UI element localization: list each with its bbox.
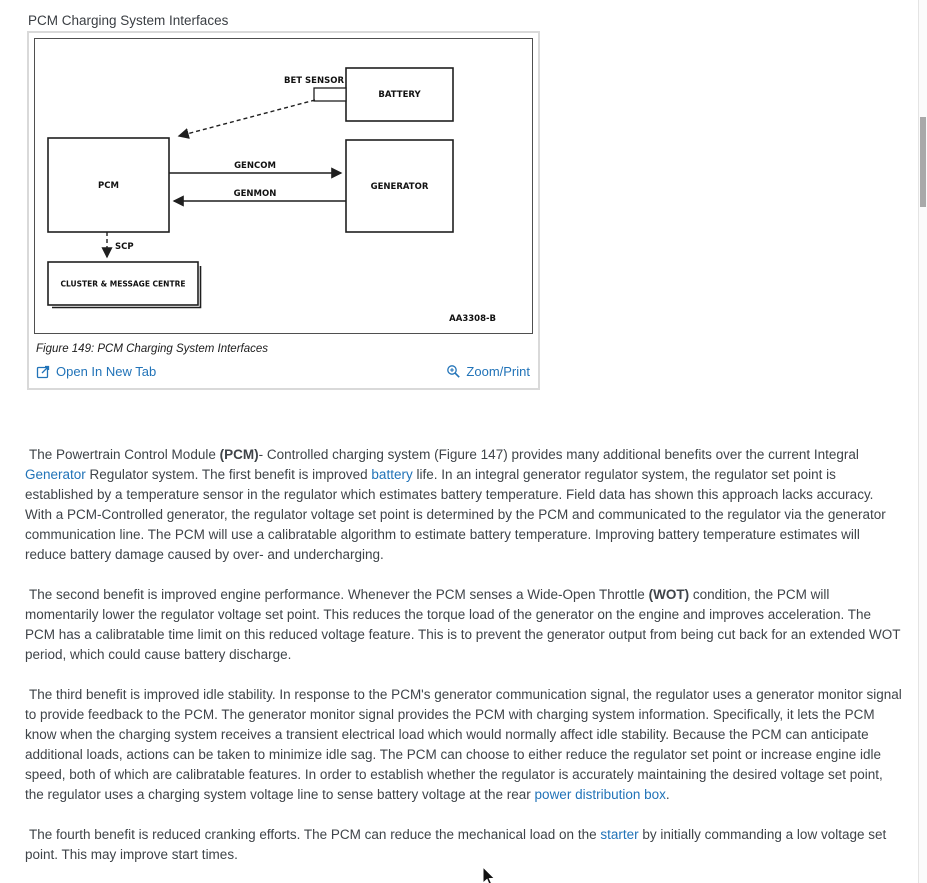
- cluster-label: CLUSTER & MESSAGE CENTRE: [60, 279, 186, 289]
- open-in-new-tab-label: Open In New Tab: [56, 364, 157, 379]
- gencom-label: GENCOM: [234, 161, 276, 171]
- pcm-label: PCM: [98, 181, 119, 191]
- text: The second benefit is improved engine performance. Whenever the PCM senses a Wide-Open Throttle: [29, 587, 649, 602]
- article: [25, 445, 904, 883]
- text: The fourth benefit is reduced cranking efforts. The PCM can reduce the mechanical load on the: [29, 827, 601, 842]
- diagram-ref-code: AA3308-B: [449, 314, 496, 324]
- bet-sensor-label: BET SENSOR: [284, 76, 344, 86]
- text: The Powertrain Control Module: [29, 447, 220, 462]
- paragraph: [25, 825, 904, 865]
- text: The third benefit is improved idle stability. In response to the PCM's generator communication signal, the regulator uses a generator monitor signal to provide feedback to the PCM. The generator monitor signal provides the PCM with charging system information. Specifically, it lets the PCM know when the charging system receives a transient electrical load which would normally affect idle stability. Because the PCM can anticipate additional loads, actions can be taken to minimize idle sag. The PCM can choose to either reduce the regulator set point or increase engine idle speed, both of which are calibratable features. In order to establish whether the regulator is accurately maintaining the desired voltage set point, the regulator uses a charging system voltage line to sense battery voltage at the rear: [25, 687, 902, 802]
- open-in-new-icon: [36, 364, 51, 379]
- zoom-print-label: Zoom/Print: [466, 364, 530, 379]
- scp-label: SCP: [115, 242, 134, 252]
- diagram-svg: [34, 38, 533, 334]
- scrollbar-thumb[interactable]: [920, 117, 926, 207]
- bold-text: (WOT): [648, 587, 690, 602]
- text: .: [665, 787, 670, 802]
- inline-link[interactable]: starter: [600, 827, 639, 842]
- paragraph: [25, 685, 904, 805]
- text: - Controlled charging system (Figure 147) provides many additional benefits over the current Integral: [258, 447, 859, 462]
- bet-sensor-box: [314, 88, 346, 101]
- charging-system-diagram: [34, 38, 533, 334]
- scrollbar-track[interactable]: [918, 0, 927, 883]
- paragraph: [25, 585, 904, 665]
- zoom-print-link[interactable]: [446, 364, 530, 379]
- figure-card: [27, 31, 540, 390]
- text: Regulator system. The first benefit is improved: [85, 467, 372, 482]
- inline-link[interactable]: Generator: [25, 467, 86, 482]
- figure-toolbar: [29, 357, 538, 388]
- text: life. In an integral generator regulator system, the regulator set point is established by a temperature sensor in the regulator which estimates battery temperature. Field data has shown this approach lacks accuracy. With a PCM-Controlled generator, the regulator voltage set point is determined by the PCM and communicated to the regulator via the generator communication line. The PCM will use a calibratable algorithm to estimate battery temperature. Improving battery temperature estimates will reduce battery damage caused by over- and undercharging.: [25, 467, 886, 562]
- genmon-label: GENMON: [233, 189, 277, 199]
- battery-label: BATTERY: [378, 90, 421, 100]
- bet-sensor-to-pcm-line: [179, 100, 315, 136]
- zoom-icon: [446, 364, 461, 379]
- open-in-new-tab-link[interactable]: [36, 364, 156, 379]
- bold-text: (PCM): [219, 447, 259, 462]
- page-title: PCM Charging System Interfaces: [28, 13, 229, 28]
- figure-caption: Figure 149: PCM Charging System Interfaces: [36, 343, 269, 355]
- text: condition, the PCM will momentarily lower the regulator voltage set point. This reduces the torque load of the generator on the engine and improves acceleration. The PCM has a calibratable time limit on this reduced voltage feature. This is to prevent the generator output from being cut back for an extended WOT period, which could cause battery discharge.: [25, 587, 901, 662]
- paragraph: [25, 445, 904, 565]
- text: by initially commanding a low voltage set point. This may improve start times.: [25, 827, 887, 862]
- generator-label: GENERATOR: [370, 182, 429, 192]
- inline-link[interactable]: battery: [371, 467, 413, 482]
- inline-link[interactable]: power distribution box: [534, 787, 666, 802]
